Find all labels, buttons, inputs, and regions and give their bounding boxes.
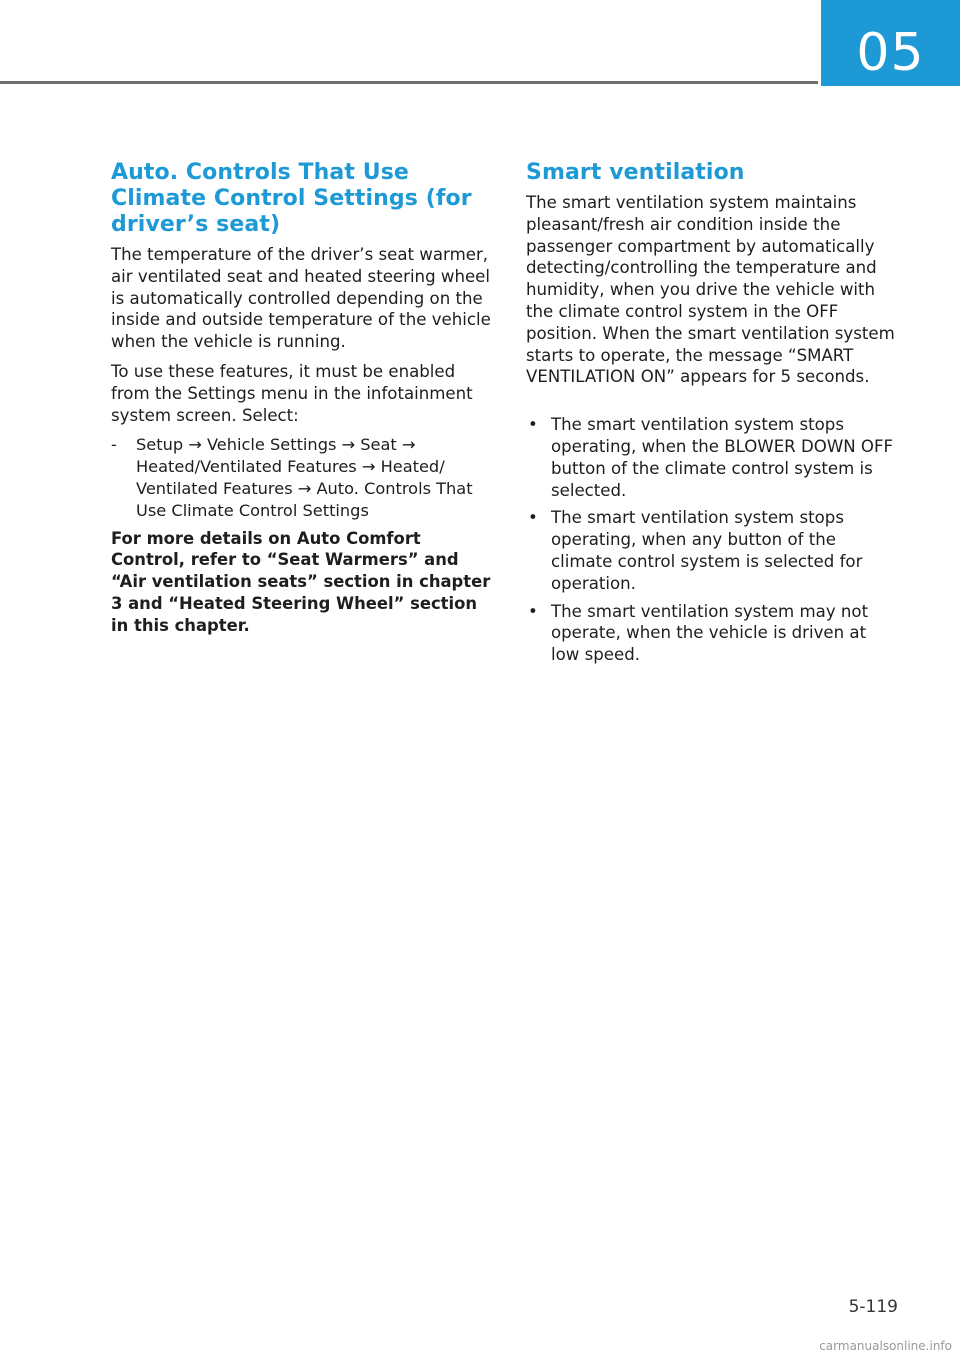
settings-path-list [111,434,493,521]
bullet-marker: • [528,415,538,435]
list-item [526,414,898,501]
paragraph-auto-controls-description: The temperature of the driver’s seat warmer, air ventilated seat and heated steering wheel is automatically controlled depending on the inside and outside temperature of the vehicle when the vehicle is running. [111,245,491,352]
dash-marker: - [111,435,117,455]
paragraph-smart-ventilation-description: The smart ventilation system maintains pleasant/fresh air condition inside the passenger compartment by automatically detecting/controlling the temperature and humidity, when you drive the vehicle with the climate control system in the OFF position. When the smart ventilation system starts to operate, the message “SMART VENTILATION ON” appears for 5 seconds. [526,193,895,387]
bullet-marker: • [528,508,538,528]
chapter-tab: 05 [821,0,960,86]
bullet-text: The smart ventilation system stops operating, when any button of the climate control system is selected for operation. [551,508,863,593]
section-title-auto-controls: Auto. Controls That Use Climate Control Settings (for driver’s seat) [111,160,472,237]
note-more-details: For more details on Auto Comfort Control, refer to “Seat Warmers” and “Air ventilation seats” section in chapter 3 and “Heated Steering Wheel” section in this chapter. [111,528,491,635]
section-title-smart-ventilation: Smart ventilation [526,160,745,185]
page-number: 5-119 [848,1297,898,1317]
smart-ventilation-bullets [526,414,898,666]
settings-path-text: Setup → Vehicle Settings → Seat → Heated/Ventilated Features → Heated/ Ventilated Features → Auto. Controls That Use Climate Control Settings [136,435,473,520]
header-rule [0,81,818,84]
list-item [111,434,493,521]
bullet-text: The smart ventilation system stops operating, when the BLOWER DOWN OFF button of the climate control system is selected. [551,415,894,500]
paragraph-enable-instructions: To use these features, it must be enabled from the Settings menu in the infotainment system screen. Select: [111,361,473,425]
list-item [526,601,898,666]
watermark: carmanualsonline.info [819,1339,952,1353]
list-item [526,507,898,594]
left-column [111,160,493,645]
right-column [526,160,898,672]
bullet-text: The smart ventilation system may not operate, when the vehicle is driven at low speed. [551,601,869,665]
bullet-marker: • [528,601,538,621]
